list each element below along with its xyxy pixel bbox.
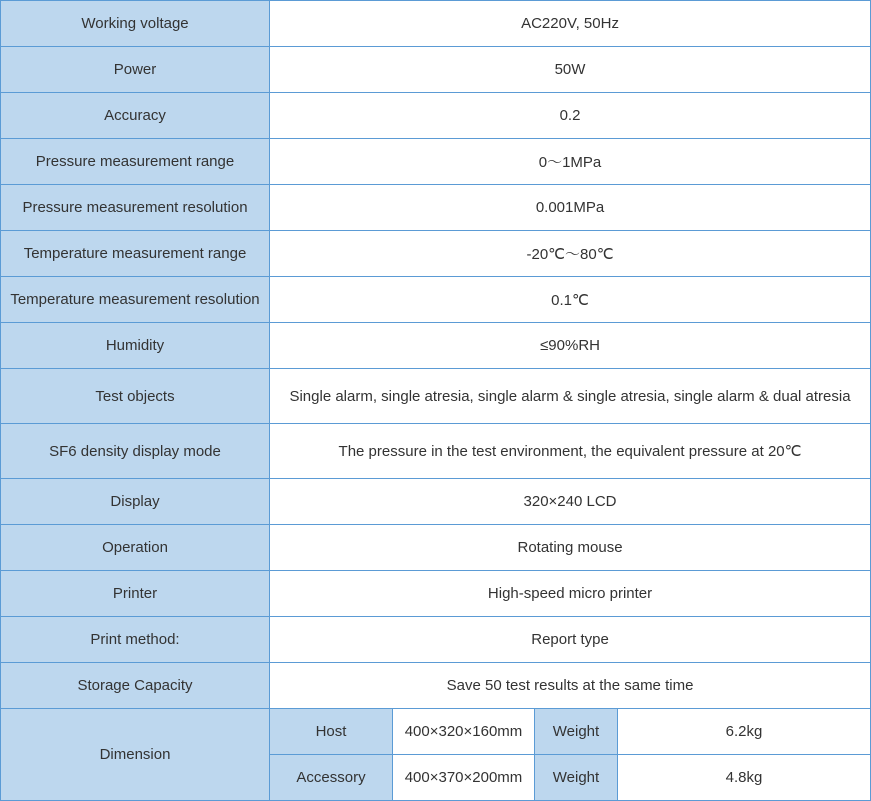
- row-label: Display: [1, 479, 270, 525]
- row-label: Humidity: [1, 323, 270, 369]
- row-value: ≤90%RH: [270, 323, 871, 369]
- dimension-item-size: 400×370×200mm: [393, 755, 535, 801]
- row-label: Temperature measurement resolution: [1, 277, 270, 323]
- table-row: [1, 277, 871, 323]
- row-value: Rotating mouse: [270, 525, 871, 571]
- table-row: [1, 1, 871, 47]
- table-row: [1, 93, 871, 139]
- dimension-row: [1, 709, 871, 755]
- row-value: 0.1℃: [270, 277, 871, 323]
- row-label: Storage Capacity: [1, 663, 270, 709]
- dimension-label: Dimension: [1, 709, 270, 801]
- weight-value: 4.8kg: [618, 755, 871, 801]
- row-value: 0.2: [270, 93, 871, 139]
- row-value: 50W: [270, 47, 871, 93]
- row-label: SF6 density display mode: [1, 424, 270, 479]
- row-label: Test objects: [1, 369, 270, 424]
- row-value: Report type: [270, 617, 871, 663]
- dimension-item-name: Host: [270, 709, 393, 755]
- row-label: Operation: [1, 525, 270, 571]
- row-value: High-speed micro printer: [270, 571, 871, 617]
- table-row: [1, 185, 871, 231]
- table-row: [1, 47, 871, 93]
- weight-label: Weight: [535, 755, 618, 801]
- row-value: 0～1MPa: [270, 139, 871, 185]
- dimension-item-size: 400×320×160mm: [393, 709, 535, 755]
- row-label: Working voltage: [1, 1, 270, 47]
- row-label: Temperature measurement range: [1, 231, 270, 277]
- row-value: Single alarm, single atresia, single alarm & single atresia, single alarm & dual atresia: [270, 369, 871, 424]
- row-value: Save 50 test results at the same time: [270, 663, 871, 709]
- table-row: [1, 231, 871, 277]
- row-label: Power: [1, 47, 270, 93]
- row-value: 320×240 LCD: [270, 479, 871, 525]
- table-row: [1, 479, 871, 525]
- table-row: [1, 424, 871, 479]
- table-row: [1, 571, 871, 617]
- row-value: 0.001MPa: [270, 185, 871, 231]
- table-row: [1, 369, 871, 424]
- row-label: Pressure measurement range: [1, 139, 270, 185]
- table-row: [1, 139, 871, 185]
- row-label: Accuracy: [1, 93, 270, 139]
- table-row: [1, 663, 871, 709]
- row-label: Print method:: [1, 617, 270, 663]
- weight-label: Weight: [535, 709, 618, 755]
- weight-value: 6.2kg: [618, 709, 871, 755]
- dimension-item-name: Accessory: [270, 755, 393, 801]
- row-label: Pressure measurement resolution: [1, 185, 270, 231]
- row-label: Printer: [1, 571, 270, 617]
- row-value: AC220V, 50Hz: [270, 1, 871, 47]
- table-row: [1, 323, 871, 369]
- row-value: -20℃～80℃: [270, 231, 871, 277]
- table-row: [1, 525, 871, 571]
- table-row: [1, 617, 871, 663]
- row-value: The pressure in the test environment, the equivalent pressure at 20℃: [270, 424, 871, 479]
